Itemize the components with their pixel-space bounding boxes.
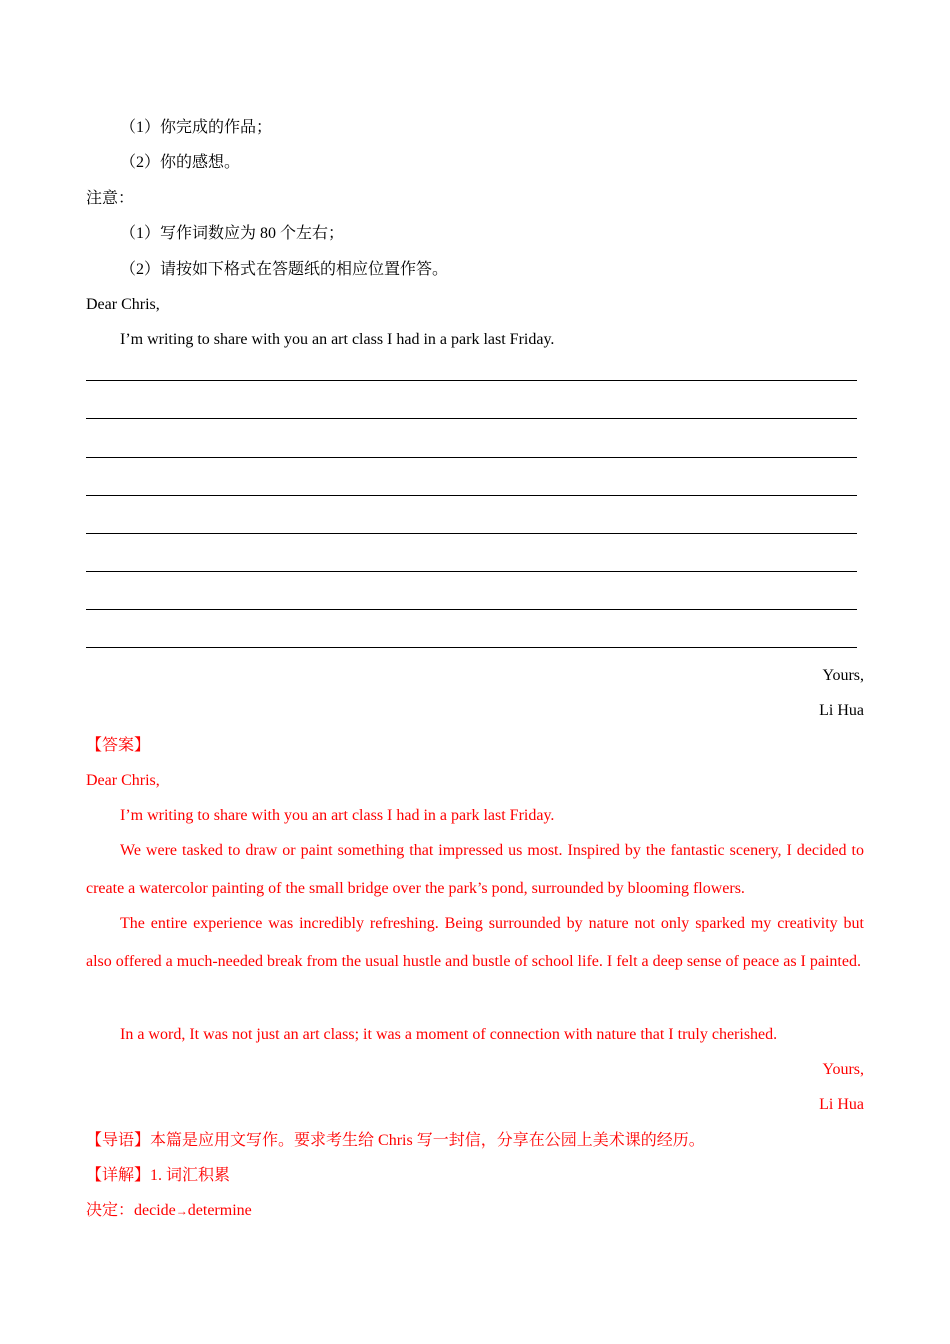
answer-blank-line	[86, 609, 857, 610]
answer-blank-line	[86, 571, 857, 572]
answer-label: 【答案】	[86, 737, 151, 754]
answer-blank-line	[86, 457, 857, 458]
answer-greeting: Dear Chris,	[86, 772, 160, 789]
requirement-item-2: （2）你的感想。	[120, 154, 241, 171]
answer-signature: Li Hua	[819, 1096, 864, 1113]
template-opening: I’m writing to share with you an art class I had in a park last Friday.	[120, 331, 555, 348]
vocab-line	[86, 1201, 864, 1221]
guide-text: 本篇是应用文写作。要求考生给 Chris 写一封信，分享在公园上美术课的经历。	[150, 1132, 705, 1149]
note-label: 注意：	[86, 190, 135, 207]
template-signature: Li Hua	[819, 702, 864, 719]
template-greeting: Dear Chris,	[86, 296, 160, 313]
note-item-2: （2）请按如下格式在答题纸的相应位置作答。	[120, 261, 449, 278]
answer-blank-line	[86, 380, 857, 381]
requirement-item-1: （1）你完成的作品；	[120, 119, 273, 136]
answer-blank-line	[86, 418, 857, 419]
answer-paragraph-2: The entire experience was incredibly refreshing. Being surrounded by nature not only sparked my creativity but also offered a much-needed break from the usual hustle and bustle of school life. I felt a deep sense of peace as I painted.	[86, 915, 864, 970]
vocab-label: 决定：	[86, 1202, 135, 1219]
note-item-1: （1）写作词数应为 80 个左右；	[120, 225, 345, 242]
answer-paragraph-1: We were tasked to draw or paint something that impressed us most. Inspired by the fantastic scenery, I decided to create a watercolor painting of the small bridge over the park’s pond, surrounded by blooming flowers.	[86, 842, 864, 897]
guide-label: 【导语】	[86, 1132, 151, 1149]
vocab-to: determine	[187, 1202, 252, 1219]
answer-opening: I’m writing to share with you an art class I had in a park last Friday.	[120, 807, 555, 824]
arrow-icon: →	[175, 1204, 188, 1218]
answer-blank-line	[86, 533, 857, 534]
answer-closing: Yours,	[822, 1061, 864, 1078]
detail-line	[86, 1166, 864, 1186]
guide-line	[86, 1131, 864, 1151]
detail-label: 【详解】	[86, 1167, 151, 1184]
template-closing: Yours,	[822, 667, 864, 684]
answer-blank-line	[86, 647, 857, 648]
detail-text: 1. 词汇积累	[150, 1167, 231, 1184]
answer-paragraph-3: In a word, It was not just an art class; it was a moment of connection with nature that I truly cherished.	[120, 1026, 778, 1043]
answer-blank-line	[86, 495, 857, 496]
vocab-from: decide	[134, 1202, 176, 1219]
